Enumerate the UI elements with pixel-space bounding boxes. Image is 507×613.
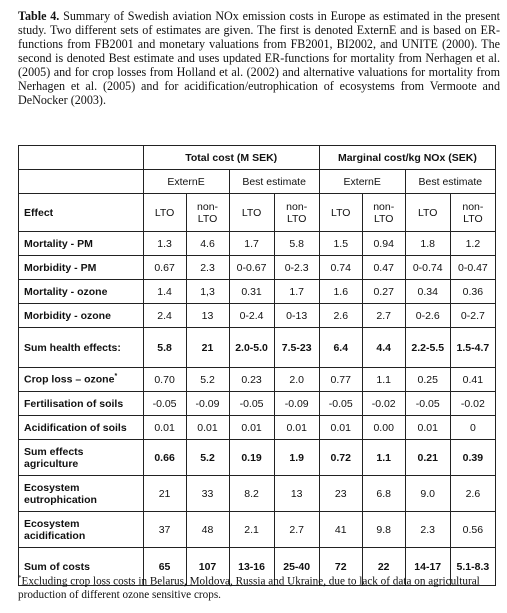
value-cell: 0.74 — [319, 256, 362, 280]
value-cell: 1.4 — [143, 280, 186, 304]
column-header-3: non-LTO — [274, 194, 319, 232]
value-cell: 0.67 — [143, 256, 186, 280]
footnote-text: Excluding crop loss costs in Belarus, Moldova, Russia and Ukraine, due to lack of data on agricultural production of different ozone sensitive crops. — [18, 575, 480, 601]
value-cell: 1.8 — [405, 232, 450, 256]
effect-label — [19, 368, 144, 392]
value-cell: 14-17 — [405, 548, 450, 586]
value-cell: 2.7 — [362, 304, 405, 328]
value-cell: -0.02 — [362, 392, 405, 416]
effect-label-text: Morbidity - PM — [24, 261, 97, 274]
effect-label — [19, 512, 144, 548]
value-cell: 9.8 — [362, 512, 405, 548]
caption-label: Table 4. — [18, 9, 60, 23]
value-cell: 2.6 — [319, 304, 362, 328]
group-header-total-cost: Total cost (M SEK) — [143, 146, 319, 170]
value-cell: -0.05 — [405, 392, 450, 416]
footnote-marker: * — [18, 574, 22, 582]
effect-label — [19, 392, 144, 416]
value-cell: 0.34 — [405, 280, 450, 304]
table-row — [19, 392, 496, 416]
value-cell: 13-16 — [229, 548, 274, 586]
value-cell: 0.01 — [274, 416, 319, 440]
effect-label — [19, 232, 144, 256]
sub-header-best-marginal: Best estimate — [405, 170, 495, 194]
value-cell: 13 — [274, 476, 319, 512]
value-cell: 0-2.7 — [450, 304, 495, 328]
table-row — [19, 476, 496, 512]
value-cell: 0-13 — [274, 304, 319, 328]
value-cell: 1.1 — [362, 440, 405, 476]
value-cell: 41 — [319, 512, 362, 548]
column-header-0: LTO — [143, 194, 186, 232]
effect-label-text: Ecosystem acidification — [24, 517, 86, 542]
value-cell: 1.7 — [229, 232, 274, 256]
column-header-2: LTO — [229, 194, 274, 232]
value-cell: 48 — [186, 512, 229, 548]
table-caption — [18, 9, 500, 107]
corner-cell — [19, 146, 144, 170]
value-cell: 0.00 — [362, 416, 405, 440]
value-cell: -0.05 — [143, 392, 186, 416]
value-cell: 23 — [319, 476, 362, 512]
table-row — [19, 232, 496, 256]
effect-label-text: Mortality - ozone — [24, 285, 108, 298]
group-header-marginal-cost: Marginal cost/kg NOx (SEK) — [319, 146, 495, 170]
value-cell: 2.3 — [186, 256, 229, 280]
effect-label-text: Sum of costs — [24, 560, 90, 573]
value-cell: 2.6 — [450, 476, 495, 512]
value-cell: 0-0.74 — [405, 256, 450, 280]
value-cell: 0.72 — [319, 440, 362, 476]
value-cell: 0.01 — [405, 416, 450, 440]
value-cell: -0.09 — [274, 392, 319, 416]
value-cell: 0-2.6 — [405, 304, 450, 328]
value-cell: 6.8 — [362, 476, 405, 512]
value-cell: 0.27 — [362, 280, 405, 304]
value-cell: 0-0.67 — [229, 256, 274, 280]
value-cell: 0.01 — [319, 416, 362, 440]
value-cell: 6.4 — [319, 328, 362, 368]
effect-label-text: Ecosystem eutrophication — [24, 481, 97, 506]
value-cell: 22 — [362, 548, 405, 586]
effect-label-text: Fertilisation of soils — [24, 397, 124, 410]
table-row — [19, 440, 496, 476]
sub-header-best-total: Best estimate — [229, 170, 319, 194]
value-cell: 0.94 — [362, 232, 405, 256]
effect-label-text: Mortality - PM — [24, 237, 93, 250]
effect-label-text: Morbidity - ozone — [24, 309, 111, 322]
table-row — [19, 368, 496, 392]
value-cell: 0.47 — [362, 256, 405, 280]
value-cell: 5.8 — [143, 328, 186, 368]
column-header-1: non-LTO — [186, 194, 229, 232]
value-cell: 0.01 — [229, 416, 274, 440]
effect-label-text: Acidification of soils — [24, 421, 127, 434]
value-cell: 72 — [319, 548, 362, 586]
value-cell: 2.0-5.0 — [229, 328, 274, 368]
value-cell: 5.8 — [274, 232, 319, 256]
value-cell: 0.01 — [186, 416, 229, 440]
value-cell: 0 — [450, 416, 495, 440]
value-cell: 1.7 — [274, 280, 319, 304]
value-cell: 21 — [143, 476, 186, 512]
effect-label-text: Sum effects agriculture — [24, 445, 84, 470]
corner-cell-2 — [19, 170, 144, 194]
value-cell: 9.0 — [405, 476, 450, 512]
value-cell: -0.02 — [450, 392, 495, 416]
value-cell: 1.6 — [319, 280, 362, 304]
column-header-4: LTO — [319, 194, 362, 232]
value-cell: 0.25 — [405, 368, 450, 392]
effect-label — [19, 416, 144, 440]
value-cell: 2.0 — [274, 368, 319, 392]
value-cell: 0.41 — [450, 368, 495, 392]
effect-label — [19, 328, 144, 368]
value-cell: 0.66 — [143, 440, 186, 476]
value-cell: 107 — [186, 548, 229, 586]
table-row — [19, 328, 496, 368]
effect-label — [19, 280, 144, 304]
column-header-5: non-LTO — [362, 194, 405, 232]
footnote-ref: * — [114, 373, 118, 381]
value-cell: 2.4 — [143, 304, 186, 328]
footnote — [18, 572, 500, 602]
table-row — [19, 416, 496, 440]
value-cell: 2.7 — [274, 512, 319, 548]
value-cell: 0.39 — [450, 440, 495, 476]
emission-cost-table — [18, 145, 496, 586]
value-cell: 0-2.3 — [274, 256, 319, 280]
value-cell: 4.4 — [362, 328, 405, 368]
value-cell: 5.2 — [186, 440, 229, 476]
value-cell: 0-0.47 — [450, 256, 495, 280]
effect-label — [19, 304, 144, 328]
column-header-6: LTO — [405, 194, 450, 232]
value-cell: 33 — [186, 476, 229, 512]
table-row — [19, 256, 496, 280]
effect-column-header: Effect — [19, 194, 144, 232]
value-cell: 0.31 — [229, 280, 274, 304]
effect-label — [19, 256, 144, 280]
value-cell: 8.2 — [229, 476, 274, 512]
value-cell: 0.21 — [405, 440, 450, 476]
value-cell: 0.36 — [450, 280, 495, 304]
value-cell: 13 — [186, 304, 229, 328]
effect-label-text: Crop loss – ozone — [24, 373, 115, 386]
value-cell: 1.5-4.7 — [450, 328, 495, 368]
table-row — [19, 304, 496, 328]
value-cell: 0.19 — [229, 440, 274, 476]
table-row — [19, 280, 496, 304]
value-cell: 1.2 — [450, 232, 495, 256]
effect-label — [19, 476, 144, 512]
sub-header-externe-total: ExternE — [143, 170, 229, 194]
effect-label — [19, 440, 144, 476]
value-cell: -0.09 — [186, 392, 229, 416]
value-cell: -0.05 — [319, 392, 362, 416]
table-row — [19, 512, 496, 548]
value-cell: 7.5-23 — [274, 328, 319, 368]
value-cell: 65 — [143, 548, 186, 586]
value-cell: 0-2.4 — [229, 304, 274, 328]
value-cell: 1.3 — [143, 232, 186, 256]
sub-header-externe-marginal: ExternE — [319, 170, 405, 194]
value-cell: 0.70 — [143, 368, 186, 392]
value-cell: 1.9 — [274, 440, 319, 476]
value-cell: 21 — [186, 328, 229, 368]
table-body — [19, 232, 496, 586]
value-cell: 0.56 — [450, 512, 495, 548]
value-cell: 25-40 — [274, 548, 319, 586]
value-cell: -0.05 — [229, 392, 274, 416]
caption-text: Summary of Swedish aviation NOx emission costs in Europe as estimated in the present study. Two different sets of estimates are given. The first is denoted ExternE and is based on ER-functions from FB2001 and monetary valuations from FB2001, BI2002, and UNITE (2000). The second is denoted Best estimate and uses updated ER-functions for mortality from Nerhagen et al. (2005) and for crop losses from Holland et al. (2002) and alternative valuations for mortality from Nerhagen et al. (2005) and for acidification/eutrophication of ecosystems from Vermoote and DeNocker (2003). — [18, 9, 500, 107]
value-cell: 1,3 — [186, 280, 229, 304]
value-cell: 5.1-8.3 — [450, 548, 495, 586]
value-cell: 4.6 — [186, 232, 229, 256]
table-container — [18, 145, 496, 586]
value-cell: 0.23 — [229, 368, 274, 392]
value-cell: 1.5 — [319, 232, 362, 256]
value-cell: 2.1 — [229, 512, 274, 548]
value-cell: 0.77 — [319, 368, 362, 392]
value-cell: 0.01 — [143, 416, 186, 440]
value-cell: 37 — [143, 512, 186, 548]
value-cell: 2.3 — [405, 512, 450, 548]
value-cell: 2.2-5.5 — [405, 328, 450, 368]
effect-label-text: Sum health effects: — [24, 341, 121, 354]
column-header-7: non-LTO — [450, 194, 495, 232]
value-cell: 1.1 — [362, 368, 405, 392]
value-cell: 5.2 — [186, 368, 229, 392]
